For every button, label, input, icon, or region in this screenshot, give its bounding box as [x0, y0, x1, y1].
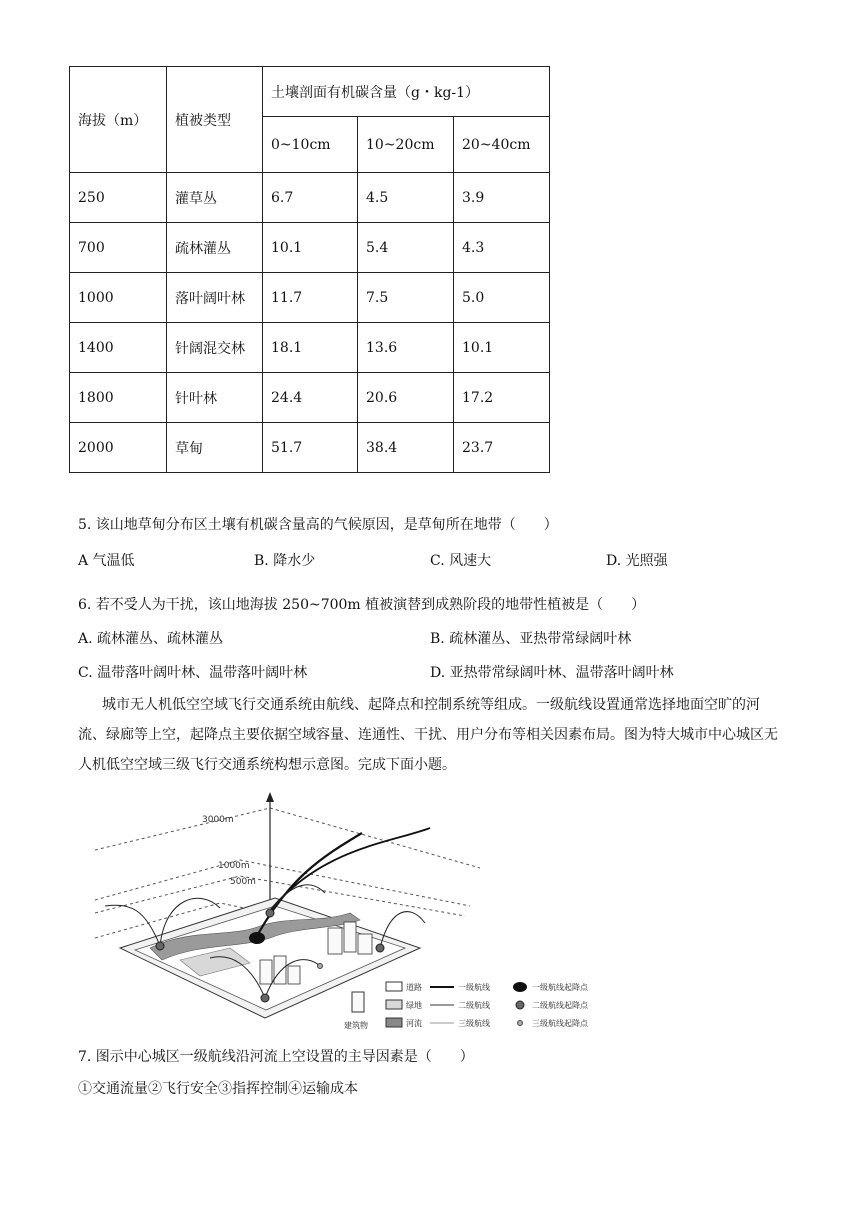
- cell-value: 10.1: [263, 223, 358, 273]
- q6-option-b[interactable]: B. 疏林灌丛、亚热带常绿阔叶林: [430, 631, 632, 647]
- cell-vegetation: 落叶阔叶林: [167, 273, 263, 323]
- passage: [78, 690, 778, 780]
- passage-text: 城市无人机低空空域飞行交通系统由航线、起降点和控制系统等组成。一级航线设置通常选择地面空旷的河流、绿廊等上空，起降点主要依据空域容量、连通性、干扰、用户分布等相关因素布局。图为特大城市中心城区无人机低空空域三级飞行交通系统构想示意图。完成下面小题。: [78, 697, 778, 773]
- legend-line3: 三级航线: [458, 1019, 490, 1028]
- cell-altitude: 700: [70, 223, 167, 273]
- cell-value: 51.7: [263, 423, 358, 473]
- question-5-stem: 5. 该山地草甸分布区土壤有机碳含量高的气候原因，是草甸所在地带（ ）: [78, 517, 558, 533]
- q7-options: ①交通流量②飞行安全③指挥控制④运输成本: [78, 1081, 358, 1097]
- cell-value: 24.4: [263, 373, 358, 423]
- cell-value: 5.0: [454, 273, 550, 323]
- legend-line1: 一级航线: [458, 983, 490, 992]
- cell-value: 20.6: [358, 373, 454, 423]
- cell-altitude: 2000: [70, 423, 167, 473]
- cell-altitude: 1000: [70, 273, 167, 323]
- cell-value: 13.6: [358, 323, 454, 373]
- question-6-stem: 6. 若不受人为干扰，该山地海拔 250~700m 植被演替到成熟阶段的地带性植被是（ ）: [78, 597, 646, 613]
- cell-value: 18.1: [263, 323, 358, 373]
- table-row: [70, 373, 550, 423]
- first-level-landing-point: [249, 932, 265, 944]
- second-level-landing-point: [156, 942, 164, 950]
- cell-value: 10.1: [454, 323, 550, 373]
- cell-vegetation: 针叶林: [167, 373, 263, 423]
- cell-value: 4.3: [454, 223, 550, 273]
- legend-green: 绿地: [406, 1001, 422, 1010]
- header-altitude: 海拔（m）: [70, 67, 167, 173]
- table-row: [70, 173, 550, 223]
- legend-green-swatch: [386, 1000, 402, 1009]
- building: [274, 956, 286, 984]
- building: [260, 960, 272, 984]
- legend-point3-swatch: [518, 1021, 523, 1026]
- cell-value: 4.5: [358, 173, 454, 223]
- cell-vegetation: 草甸: [167, 423, 263, 473]
- legend-road-swatch: [386, 982, 402, 991]
- third-level-landing-point: [318, 964, 323, 969]
- drone-airspace-diagram: [90, 788, 620, 1038]
- header-depth-1: 0~10cm: [263, 117, 358, 173]
- legend-road: 道路: [406, 983, 422, 992]
- table-row: [70, 323, 550, 373]
- cell-value: 23.7: [454, 423, 550, 473]
- second-level-landing-point: [266, 909, 274, 917]
- q5-option-d[interactable]: D. 光照强: [606, 553, 668, 569]
- legend: [344, 982, 589, 1030]
- building: [328, 928, 342, 954]
- cell-value: 11.7: [263, 273, 358, 323]
- label-3000m: 3000m: [202, 815, 234, 825]
- q6-option-a[interactable]: A. 疏林灌丛、疏林灌丛: [78, 631, 224, 647]
- header-depth-3: 20~40cm: [454, 117, 550, 173]
- legend-point1-swatch: [513, 982, 527, 992]
- q6-option-d[interactable]: D. 亚热带常绿阔叶林、温带落叶阔叶林: [430, 665, 674, 681]
- second-level-landing-point: [376, 944, 384, 952]
- legend-line2: 二级航线: [458, 1001, 490, 1010]
- table-row: [70, 223, 550, 273]
- legend-building: 建筑物: [344, 1021, 368, 1030]
- legend-building-swatch: [352, 992, 364, 1012]
- q6-option-c[interactable]: C. 温带落叶阔叶林、温带落叶阔叶林: [78, 665, 308, 681]
- legend-point2: 二级航线起降点: [532, 1001, 588, 1010]
- header-vegetation: 植被类型: [167, 67, 263, 173]
- legend-river-swatch: [386, 1018, 402, 1027]
- header-carbon: 土壤剖面有机碳含量（g・kg-1）: [263, 67, 550, 117]
- second-level-landing-point: [261, 994, 269, 1002]
- legend-river: 河流: [406, 1019, 422, 1028]
- building: [344, 922, 356, 952]
- plane-3000m: [95, 808, 480, 868]
- header-depth-2: 10~20cm: [358, 117, 454, 173]
- q5-option-b[interactable]: B. 降水少: [254, 553, 316, 569]
- cell-value: 6.7: [263, 173, 358, 223]
- vertical-arrow-head: [266, 792, 274, 802]
- cell-value: 3.9: [454, 173, 550, 223]
- label-1000m: 1000m: [218, 861, 250, 871]
- cell-altitude: 1400: [70, 323, 167, 373]
- cell-value: 38.4: [358, 423, 454, 473]
- cell-value: 17.2: [454, 373, 550, 423]
- cell-vegetation: 灌草丛: [167, 173, 263, 223]
- q5-option-c[interactable]: C. 风速大: [430, 553, 492, 569]
- question-7-stem: 7. 图示中心城区一级航线沿河流上空设置的主导因素是（ ）: [78, 1049, 474, 1065]
- legend-point2-swatch: [516, 1001, 524, 1009]
- building: [288, 966, 300, 984]
- soil-carbon-table: [69, 66, 550, 473]
- label-500m: 500m: [230, 877, 256, 887]
- cell-vegetation: 疏林灌丛: [167, 223, 263, 273]
- legend-point3: 三级航线起降点: [532, 1019, 588, 1028]
- q5-option-a[interactable]: A 气温低: [78, 553, 135, 569]
- cell-altitude: 250: [70, 173, 167, 223]
- table-row: [70, 423, 550, 473]
- table-row: [70, 273, 550, 323]
- legend-point1: 一级航线起降点: [532, 983, 588, 992]
- cell-value: 5.4: [358, 223, 454, 273]
- cell-vegetation: 针阔混交林: [167, 323, 263, 373]
- cell-altitude: 1800: [70, 373, 167, 423]
- cell-value: 7.5: [358, 273, 454, 323]
- building: [358, 934, 372, 954]
